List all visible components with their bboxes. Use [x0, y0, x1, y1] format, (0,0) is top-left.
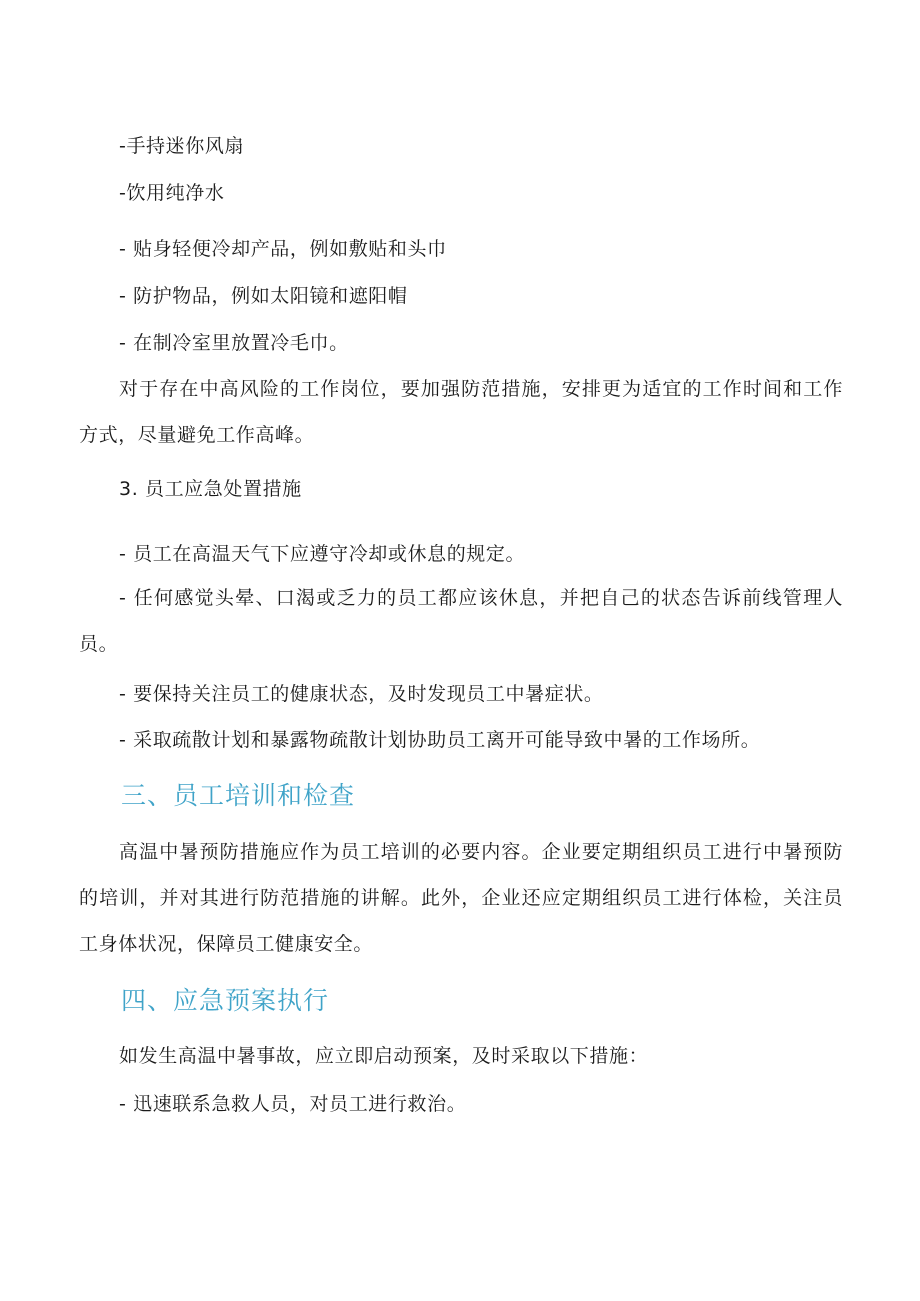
list-item-handheld-fan: -手持迷你风扇 — [119, 135, 245, 157]
list-item-protective-items: - 防护物品，例如太阳镜和遮阳帽 — [119, 285, 408, 307]
section-heading-emergency-plan: 四、应急预案执行 — [121, 986, 330, 1015]
paragraph-plan-intro: 如发生高温中暑事故，应立即启动预案，及时采取以下措施： — [119, 1045, 649, 1067]
list-item-drinking-water: -饮用纯净水 — [119, 182, 225, 204]
paragraph-risk-measures: 对于存在中高风险的工作岗位，要加强防范措施，安排更为适宜的工作时间和工作方式，尽量避免工作高峰。 — [79, 378, 843, 446]
list-item-rest-report: - 任何感觉头晕、口渴或乏力的员工都应该休息，并把自己的状态告诉前线管理人员。 — [79, 587, 843, 655]
paragraph-training: 高温中暑预防措施应作为员工培训的必要内容。企业要定期组织员工进行中暑预防的培训，并对其进行防范措施的讲解。此外，企业还应定期组织员工进行体检，关注员工身体状况，保障员工健康安全。 — [79, 841, 843, 955]
subheading-emergency-measures: 3. 员工应急处置措施 — [119, 478, 302, 500]
section-heading-training: 三、员工培训和检查 — [121, 781, 356, 810]
list-item-cold-towels: - 在制冷室里放置冷毛巾。 — [119, 332, 349, 354]
list-item-monitor-health: - 要保持关注员工的健康状态，及时发现员工中暑症状。 — [119, 683, 604, 705]
list-item-cooling-rules: - 员工在高温天气下应遵守冷却或休息的规定。 — [119, 543, 526, 565]
list-item-cooling-products: - 贴身轻便冷却产品，例如敷贴和头巾 — [119, 238, 447, 260]
list-item-evacuation-plan: - 采取疏散计划和暴露物疏散计划协助员工离开可能导致中暑的工作场所。 — [119, 729, 761, 751]
list-item-contact-first-aid: - 迅速联系急救人员，对员工进行救治。 — [119, 1093, 467, 1115]
